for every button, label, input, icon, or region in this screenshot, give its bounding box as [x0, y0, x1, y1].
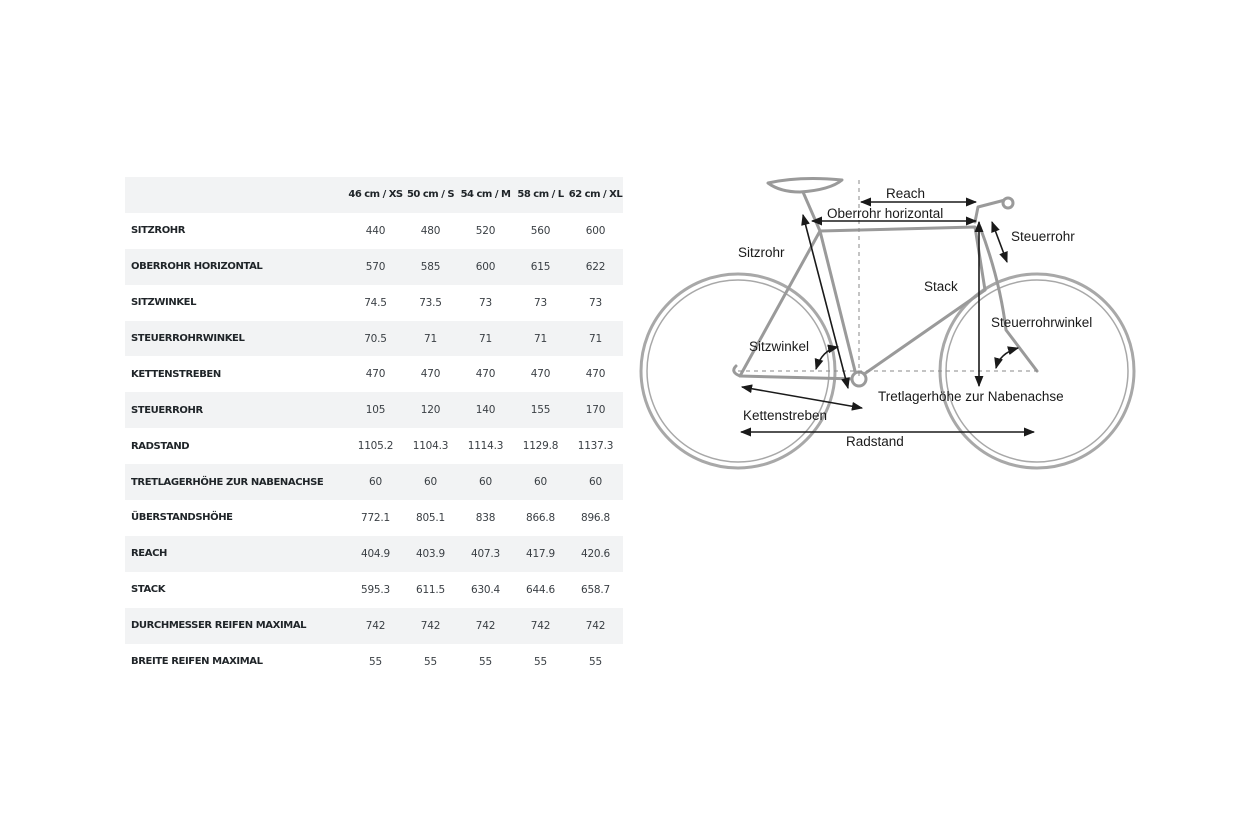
kettenstreben-arrow — [742, 387, 862, 408]
table-row — [125, 356, 623, 392]
value-cell: 742 — [530, 619, 551, 632]
value-cell: 838 — [475, 511, 496, 524]
value-cell: 480 — [420, 224, 441, 237]
value-cell: 805.1 — [415, 511, 446, 524]
size-header: 46 cm / XS — [348, 189, 403, 201]
geometry-table — [125, 177, 623, 679]
value-cell: 140 — [475, 404, 496, 417]
size-header: 62 cm / XL — [568, 189, 623, 201]
value-cell: 658.7 — [580, 583, 611, 596]
table-row — [125, 500, 623, 536]
value-cell: 71 — [534, 332, 547, 345]
steuerrohr-arrow — [992, 222, 1007, 262]
diagram-labels — [738, 186, 1092, 449]
value-cell: 60 — [424, 476, 437, 489]
row-label: KETTENSTREBEN — [131, 368, 221, 380]
table-header-row — [125, 177, 623, 213]
value-cell: 560 — [530, 224, 551, 237]
value-cell: 60 — [589, 476, 602, 489]
value-cell: 1137.3 — [577, 440, 614, 453]
value-cell: 155 — [530, 404, 551, 417]
value-cell: 170 — [585, 404, 606, 417]
value-cell: 470 — [420, 368, 441, 381]
value-cell: 105 — [365, 404, 386, 417]
value-cell: 55 — [369, 655, 382, 668]
label-radstand: Radstand — [846, 434, 904, 449]
label-steuerrohr: Steuerrohr — [1011, 229, 1075, 244]
value-cell: 73 — [534, 296, 547, 309]
value-cell: 630.4 — [470, 583, 501, 596]
value-cell: 742 — [585, 619, 606, 632]
value-cell: 55 — [424, 655, 437, 668]
label-steuerrohrwinkel: Steuerrohrwinkel — [991, 315, 1093, 330]
row-label: REACH — [131, 548, 167, 560]
value-cell: 470 — [475, 368, 496, 381]
value-cell: 600 — [475, 260, 496, 273]
value-cell: 55 — [534, 655, 547, 668]
value-cell: 73.5 — [419, 296, 442, 309]
table-row — [125, 608, 623, 644]
value-cell: 70.5 — [364, 332, 387, 345]
table-row — [125, 428, 623, 464]
value-cell: 55 — [479, 655, 492, 668]
value-cell: 615 — [530, 260, 551, 273]
row-label: TRETLAGERHÖHE ZUR NABENACHSE — [131, 476, 324, 488]
value-cell: 611.5 — [415, 583, 446, 596]
label-sitzwinkel: Sitzwinkel — [749, 339, 810, 354]
row-label: OBERROHR HORIZONTAL — [131, 261, 263, 273]
label-tretlager: Tretlagerhöhe zur Nabenachse — [878, 389, 1064, 404]
value-cell: 742 — [475, 619, 496, 632]
value-cell: 520 — [475, 224, 496, 237]
value-cell: 55 — [589, 655, 602, 668]
table-body — [125, 213, 623, 680]
value-cell: 71 — [479, 332, 492, 345]
table-row — [125, 285, 623, 321]
value-cell: 1129.8 — [522, 440, 559, 453]
row-label: STACK — [131, 584, 166, 596]
value-cell: 73 — [589, 296, 602, 309]
value-cell: 600 — [585, 224, 606, 237]
value-cell: 120 — [420, 404, 441, 417]
table-row — [125, 249, 623, 285]
value-cell: 570 — [365, 260, 386, 273]
label-reach: Reach — [886, 186, 926, 201]
value-cell: 896.8 — [580, 511, 611, 524]
row-label: DURCHMESSER REIFEN MAXIMAL — [131, 620, 307, 632]
value-cell: 407.3 — [470, 547, 501, 560]
table-row — [125, 321, 623, 357]
value-cell: 622 — [585, 260, 606, 273]
value-cell: 866.8 — [525, 511, 556, 524]
label-oberrohr: Oberrohr horizontal — [827, 206, 944, 221]
row-label: RADSTAND — [131, 440, 190, 452]
value-cell: 440 — [365, 224, 386, 237]
value-cell: 772.1 — [360, 511, 391, 524]
value-cell: 74.5 — [364, 296, 387, 309]
value-cell: 470 — [585, 368, 606, 381]
table-row — [125, 644, 623, 680]
value-cell: 644.6 — [525, 583, 556, 596]
row-label: STEUERROHR — [131, 404, 203, 416]
value-cell: 73 — [479, 296, 492, 309]
table-row — [125, 392, 623, 428]
value-cell: 404.9 — [360, 547, 391, 560]
value-cell: 742 — [365, 619, 386, 632]
header-empty-cell — [125, 177, 348, 213]
row-label: BREITE REIFEN MAXIMAL — [131, 656, 263, 668]
value-cell: 417.9 — [525, 547, 556, 560]
value-cell: 420.6 — [580, 547, 611, 560]
value-cell: 470 — [530, 368, 551, 381]
label-kettenstreben: Kettenstreben — [743, 408, 828, 423]
value-cell: 1104.3 — [412, 440, 449, 453]
value-cell: 1105.2 — [357, 440, 394, 453]
steuerrohrwinkel-angle-arc — [996, 348, 1018, 368]
value-cell: 60 — [479, 476, 492, 489]
row-label: STEUERROHRWINKEL — [131, 333, 245, 344]
value-cell: 470 — [365, 368, 386, 381]
bike-geometry-diagram — [628, 170, 1148, 505]
row-label: ÜBERSTANDSHÖHE — [131, 512, 233, 524]
value-cell: 595.3 — [360, 583, 391, 596]
value-cell: 60 — [534, 476, 547, 489]
table-row — [125, 572, 623, 608]
size-header: 50 cm / S — [406, 189, 455, 201]
table-row — [125, 536, 623, 572]
label-stack: Stack — [924, 279, 958, 294]
value-cell: 71 — [424, 332, 437, 345]
size-header: 58 cm / L — [517, 189, 564, 201]
value-cell: 585 — [420, 260, 441, 273]
sitzrohr-arrow — [803, 215, 848, 388]
value-cell: 742 — [420, 619, 441, 632]
table-row — [125, 464, 623, 500]
table-row — [125, 213, 623, 249]
row-label: SITZROHR — [131, 225, 186, 237]
value-cell: 60 — [369, 476, 382, 489]
value-cell: 403.9 — [415, 547, 446, 560]
row-label: SITZWINKEL — [131, 297, 197, 309]
value-cell: 71 — [589, 332, 602, 345]
label-sitzrohr: Sitzrohr — [738, 245, 785, 260]
size-header: 54 cm / M — [460, 189, 511, 201]
value-cell: 1114.3 — [467, 440, 504, 453]
